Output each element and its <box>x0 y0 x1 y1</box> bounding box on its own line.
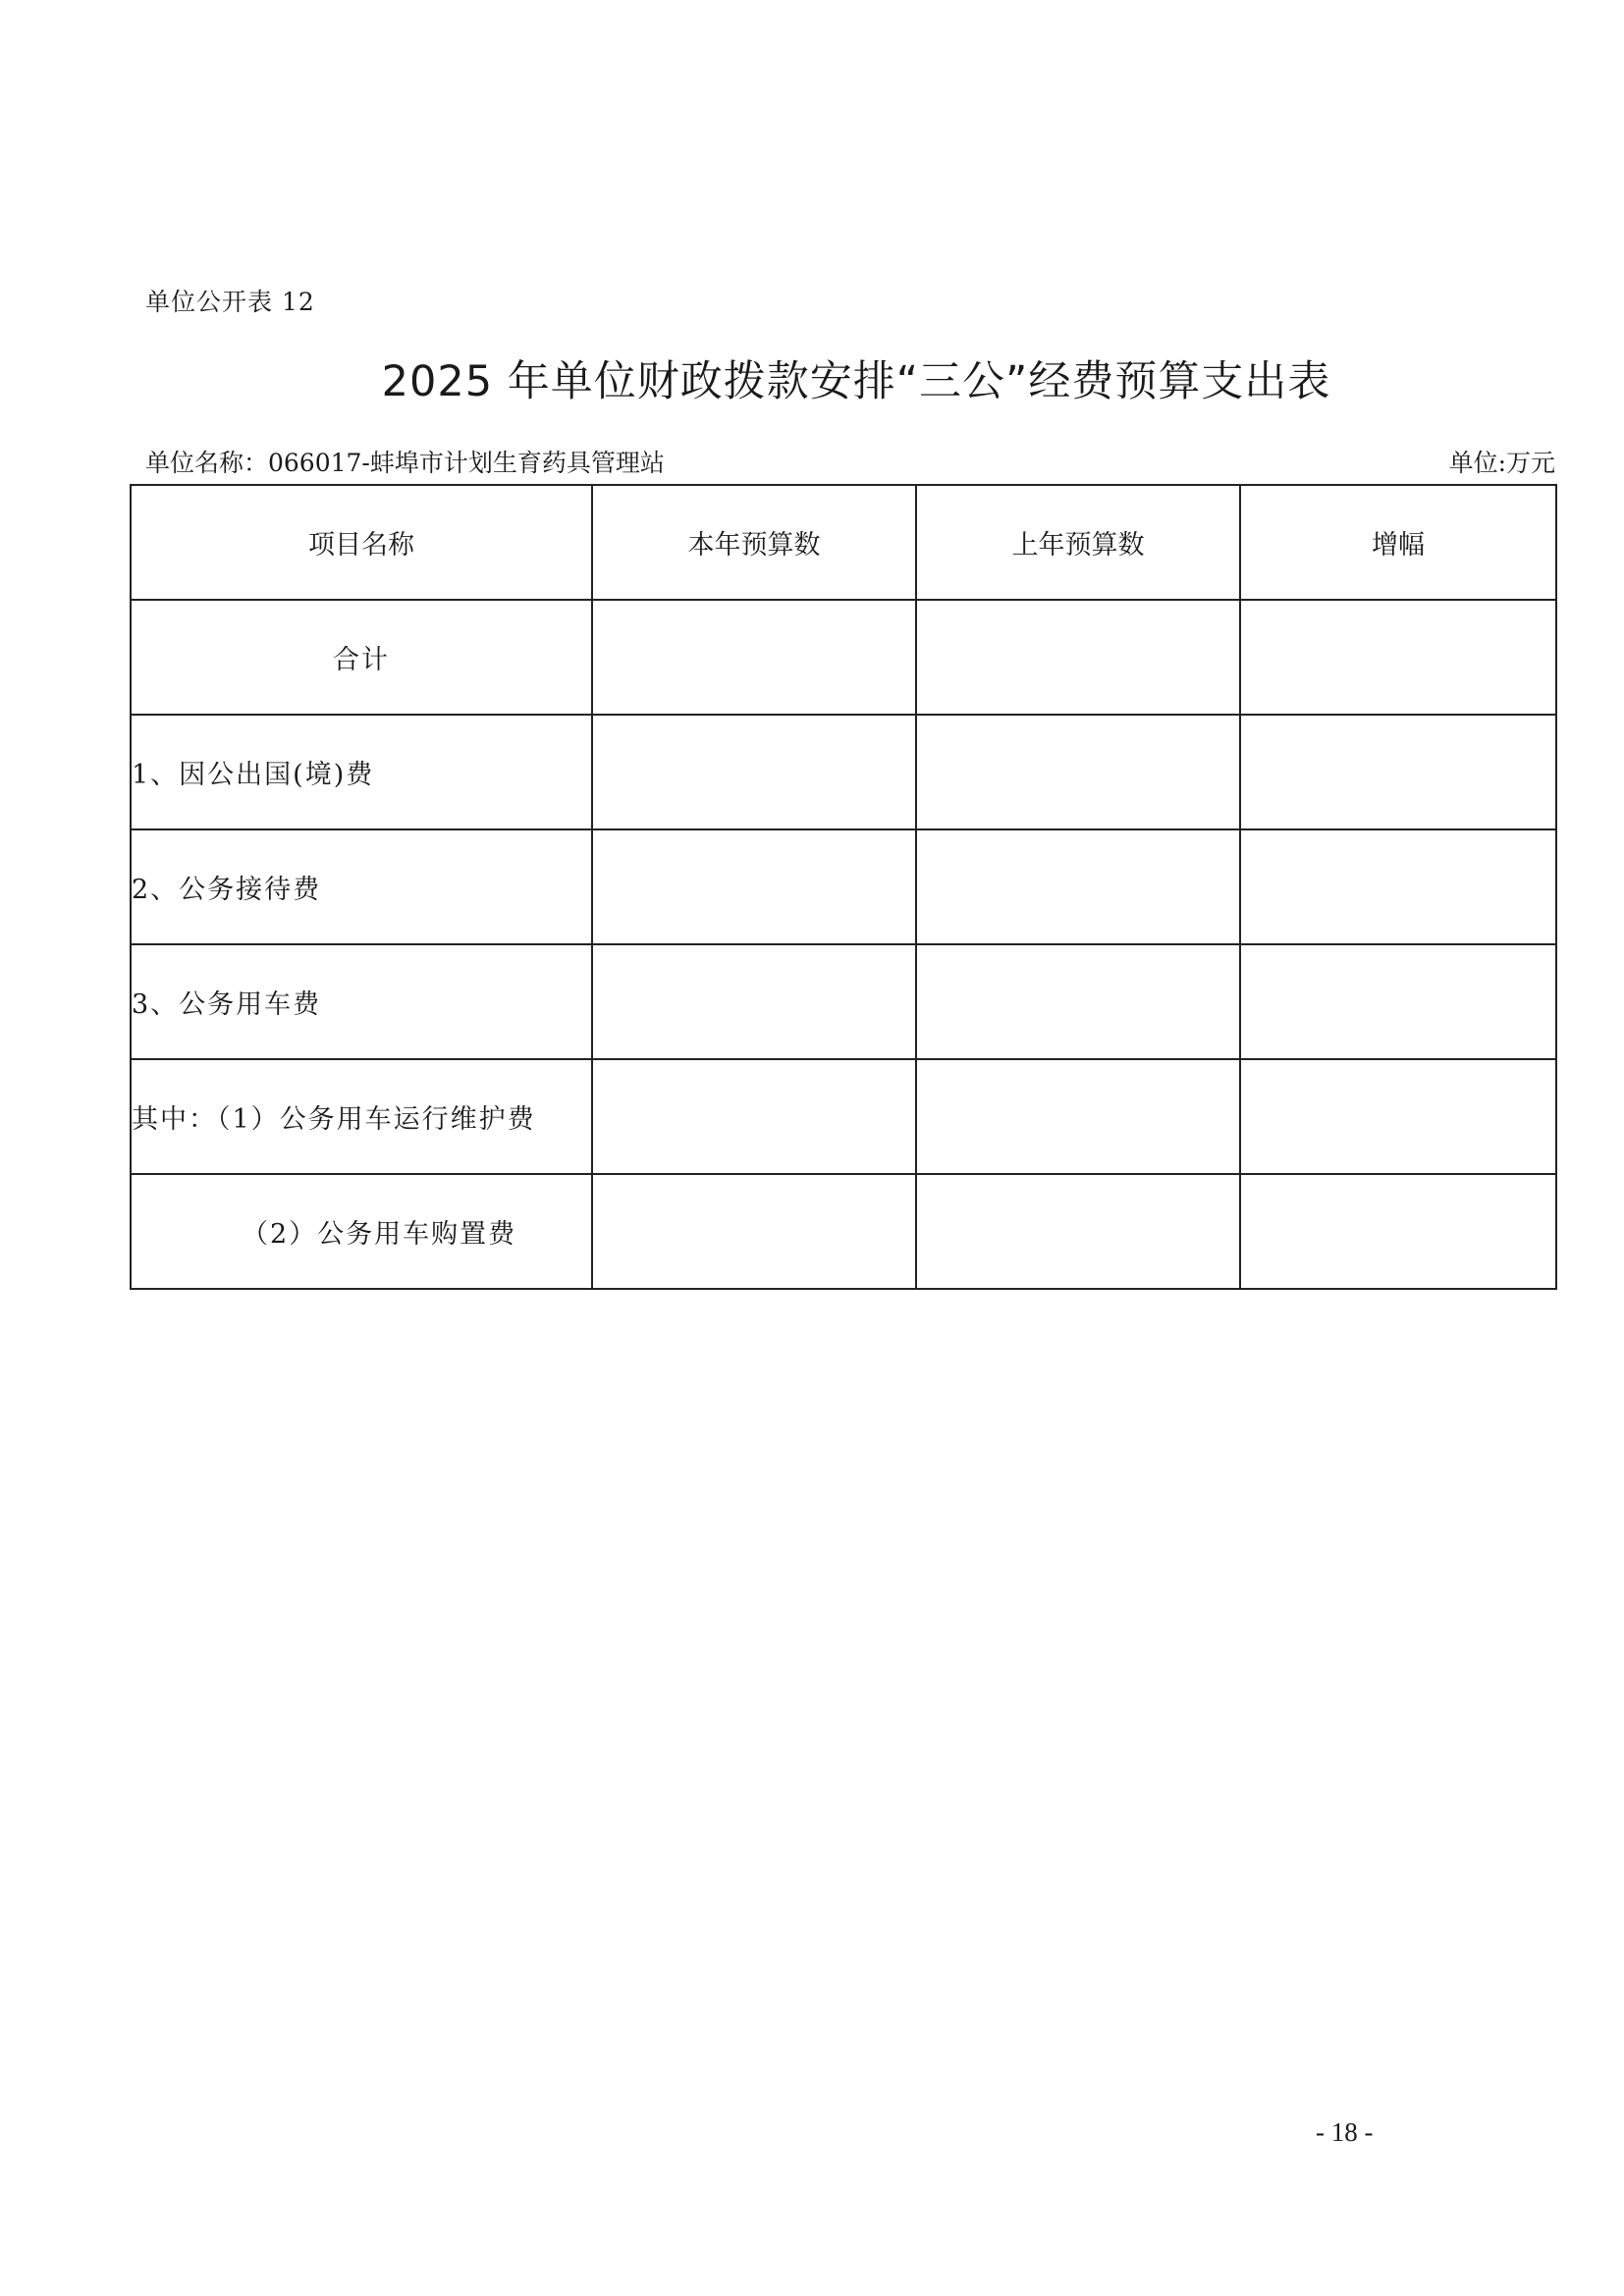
table-number: 单位公开表 12 <box>145 288 315 316</box>
row-label: 合计 <box>131 600 592 715</box>
cell-previous-year <box>916 829 1240 944</box>
cell-current-year <box>592 944 916 1059</box>
header-current-year-budget: 本年预算数 <box>592 485 916 600</box>
table-row-official-reception <box>131 829 1556 944</box>
unit-name: 单位名称：066017-蚌埠市计划生育药具管理站 <box>145 449 665 477</box>
cell-previous-year <box>916 715 1240 829</box>
cell-change <box>1240 1059 1556 1174</box>
page-title: 2025 年单位财政拨款安排“三公”经费预算支出表 <box>381 357 1331 406</box>
cell-current-year <box>592 1059 916 1174</box>
cell-change <box>1240 715 1556 829</box>
cell-previous-year <box>916 1059 1240 1174</box>
row-label: 3、公务用车费 <box>131 944 592 1059</box>
cell-change <box>1240 944 1556 1059</box>
cell-current-year <box>592 600 916 715</box>
cell-previous-year <box>916 944 1240 1059</box>
table-row-vehicle-maintenance <box>131 1059 1556 1174</box>
header-item-name: 项目名称 <box>131 485 592 600</box>
cell-previous-year <box>916 600 1240 715</box>
unit-of-measure: 单位:万元 <box>1448 449 1555 477</box>
cell-previous-year <box>916 1174 1240 1289</box>
table-row-official-vehicle <box>131 944 1556 1059</box>
cell-change <box>1240 829 1556 944</box>
table-header-row <box>131 485 1556 600</box>
table-row-overseas-travel <box>131 715 1556 829</box>
cell-change <box>1240 600 1556 715</box>
row-label: （2）公务用车购置费 <box>131 1174 592 1289</box>
cell-current-year <box>592 715 916 829</box>
table-row-vehicle-purchase <box>131 1174 1556 1289</box>
row-label: 1、因公出国(境)费 <box>131 715 592 829</box>
row-label: 2、公务接待费 <box>131 829 592 944</box>
header-previous-year-budget: 上年预算数 <box>916 485 1240 600</box>
cell-current-year <box>592 1174 916 1289</box>
cell-current-year <box>592 829 916 944</box>
cell-change <box>1240 1174 1556 1289</box>
three-public-expenses-table <box>130 484 1557 1290</box>
page-number: - 18 - <box>1316 2117 1374 2147</box>
table-meta <box>145 444 1555 479</box>
header-change: 增幅 <box>1240 485 1556 600</box>
table-row-total <box>131 600 1556 715</box>
row-label: 其中：（1）公务用车运行维护费 <box>131 1059 592 1174</box>
